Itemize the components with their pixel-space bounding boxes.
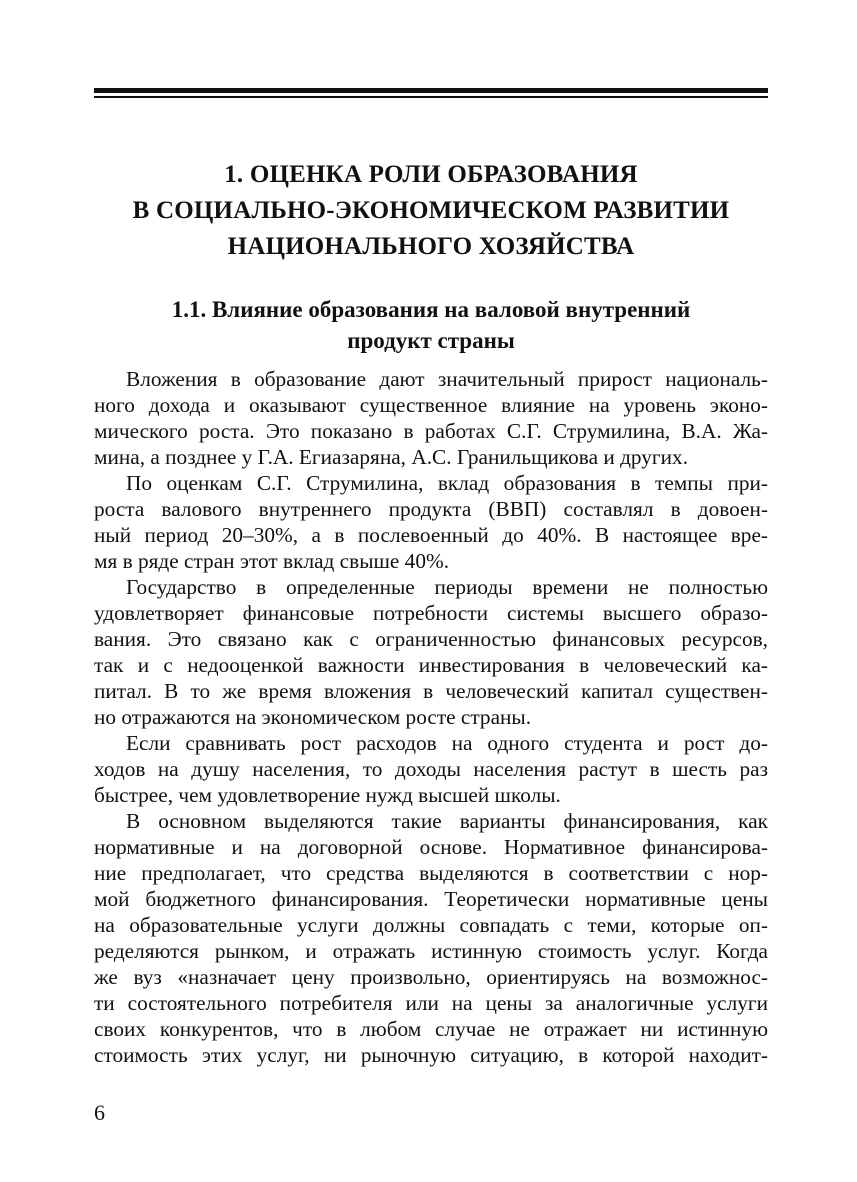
text-line: мя в ряде стран этот вклад свыше 40%. <box>94 549 450 573</box>
page-number: 6 <box>94 1100 105 1125</box>
text-line: своих конкурентов, что в любом случае не отражает ни истинную <box>94 1017 768 1041</box>
text-line: но отражаются на экономическом росте страны. <box>94 705 532 729</box>
text-line: ние предполагает, что средства выделяются в соответствии с нор- <box>94 861 768 885</box>
text-line: мина, а позднее у Г.А. Егиазаряна, А.С. Гранильщикова и других. <box>94 445 689 469</box>
text-line: стоимость этих услуг, ни рыночную ситуацию, в которой находит- <box>94 1043 768 1067</box>
text-line: По оценкам С.Г. Струмилина, вклад образования в темпы при- <box>126 471 768 495</box>
text-line: так и с недооценкой важности инвестирования в человеческий ка- <box>94 653 768 677</box>
text-line: быстрее, чем удовлетворение нужд высшей школы. <box>94 783 561 807</box>
header-rule-thick <box>94 88 768 93</box>
text-line: вания. Это связано как с ограниченностью финансовых ресурсов, <box>94 627 768 651</box>
paragraph <box>94 808 768 1068</box>
text-line: удовлетворяет финансовые потребности системы высшего образо- <box>94 601 768 625</box>
text-line: нормативные и на договорной основе. Нормативное финансирова- <box>94 835 768 859</box>
chapter-title-line: В СОЦИАЛЬНО-ЭКОНОМИЧЕСКОМ РАЗВИТИИ <box>132 197 730 224</box>
text-line: ный период 20–30%, а в послевоенный до 40%. В настоящее вре- <box>94 523 768 547</box>
section-title <box>94 294 768 356</box>
text-line: В основном выделяются такие варианты финансирования, как <box>126 809 768 833</box>
chapter-title <box>94 157 768 265</box>
text-line: Если сравнивать рост расходов на одного студента и рост до- <box>126 731 768 755</box>
text-line: ходов на душу населения, то доходы населения растут в шесть раз <box>94 757 768 781</box>
text-line: Вложения в образование дают значительный прирост националь- <box>126 367 768 391</box>
paragraph <box>94 366 768 470</box>
text-line: ти состоятельного потребителя или на цены за аналогичные услуги <box>94 991 768 1015</box>
text-line: же вуз «назначает цену произвольно, ориентируясь на возможнос- <box>94 965 768 989</box>
body-text <box>94 366 768 1068</box>
section-title-line: продукт страны <box>347 328 515 353</box>
text-line: мического роста. Это показано в работах С.Г. Струмилина, В.А. Жа- <box>94 419 768 443</box>
text-line: Государство в определенные периоды времени не полностью <box>126 575 768 599</box>
text-line: роста валового внутреннего продукта (ВВП) составлял в довоен- <box>94 497 768 521</box>
paragraph <box>94 574 768 730</box>
text-line: на образовательные услуги должны совпадать с теми, которые оп- <box>94 913 768 937</box>
text-line: ределяются рынком, и отражать истинную стоимость услуг. Когда <box>94 939 768 963</box>
section-title-line: 1.1. Влияние образования на валовой внутренний <box>171 297 691 322</box>
paragraph <box>94 730 768 808</box>
chapter-title-line: 1. ОЦЕНКА РОЛИ ОБРАЗОВАНИЯ <box>224 161 638 188</box>
text-line: мой бюджетного финансирования. Теоретически нормативные цены <box>94 887 768 911</box>
paragraph <box>94 470 768 574</box>
text-line: питал. В то же время вложения в человеческий капитал существен- <box>94 679 768 703</box>
header-rule-thin <box>94 96 768 98</box>
chapter-title-line: НАЦИОНАЛЬНОГО ХОЗЯЙСТВА <box>227 233 635 260</box>
text-line: ного дохода и оказывают существенное влияние на уровень эконо- <box>94 393 768 417</box>
